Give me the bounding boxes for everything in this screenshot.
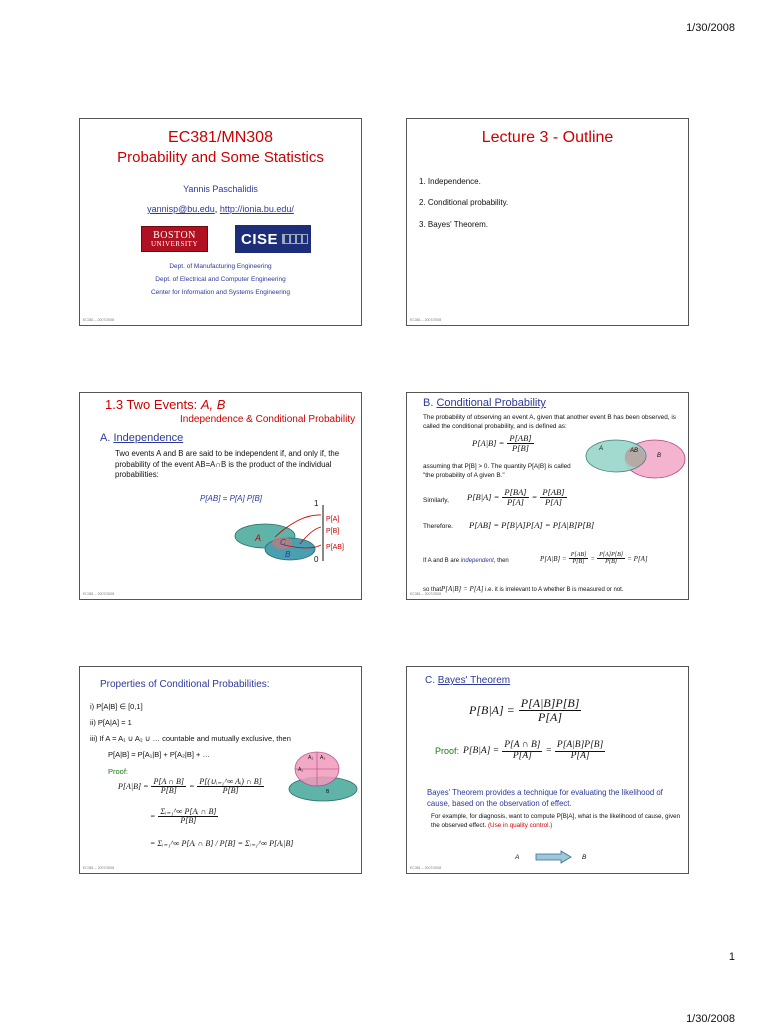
def-den: P[B]	[511, 442, 529, 453]
slide3-subtitle: Independence & Conditional Probability	[180, 414, 356, 425]
bayes-example	[431, 812, 683, 830]
label-pa: P[A]	[326, 516, 340, 523]
url-link[interactable]: http://ionia.bu.edu/	[219, 204, 294, 214]
cise-logo-graphic	[282, 234, 308, 244]
ind-fraction-2	[597, 552, 625, 566]
property-1: i) P[A|B] ∈ [0,1]	[90, 702, 143, 711]
cause-effect-arrow-icon	[535, 850, 573, 864]
bayes-proof	[435, 741, 605, 762]
slide-title	[79, 118, 362, 326]
cise-logo	[235, 225, 311, 253]
proof-num-2: P[A|B]P[B]	[556, 740, 604, 750]
indep-prefix: If A and B are	[423, 558, 461, 564]
conditional-venn	[583, 435, 689, 483]
ind-rhs: = P[A]	[627, 554, 648, 563]
venn-label-a1: A₁	[298, 767, 304, 773]
conditional-definition	[472, 434, 534, 453]
bu-logo-line1: BOSTON	[153, 229, 196, 241]
section-letter: C.	[425, 675, 438, 686]
ind-num-1: P[AB]	[570, 552, 587, 558]
slide-conditional-probability	[406, 392, 689, 600]
eq1-fraction-2	[197, 778, 263, 796]
eq1-lhs: P[A|B] =	[118, 782, 149, 792]
def-fraction	[507, 434, 533, 453]
slide-footer: EC381 – 2007/2008	[83, 866, 115, 870]
section-bayes: Bayes' Theorem	[437, 675, 511, 686]
outline-title: Lecture 3 - Outline	[481, 129, 614, 146]
bayes-description: Bayes' Theorem provides a technique for evaluating the likelihood of cause, based on the observation of effect.	[427, 788, 663, 808]
sim-fraction-2	[540, 488, 566, 507]
section-letter: A.	[100, 432, 114, 444]
sim-fraction-1	[502, 488, 528, 507]
course-title: Probability and Some Statistics	[117, 149, 324, 166]
ind-lhs: P[A|B] =	[540, 554, 567, 563]
sim-den-2: P[A]	[544, 496, 562, 507]
section-independence: Independence	[113, 432, 184, 444]
sothat-suffix: i.e. it is irrelevant to A whether B is measured or not.	[483, 587, 624, 593]
proof-label: Proof:	[435, 746, 460, 757]
sothat-eq: P[A|B] = P[A]	[441, 585, 484, 593]
proof-line-3: = Σᵢ₌₁^∞ P[Aᵢ ∩ B] / P[B] = Σᵢ₌₁^∞ P[Aᵢ|B]	[150, 839, 294, 848]
proof-den-1: P[A]	[512, 750, 532, 761]
proof-den-2: P[A]	[570, 750, 590, 761]
venn-label-a3: A₃	[320, 755, 326, 761]
therefore-label: Therefore.	[423, 523, 453, 530]
property-3-result: P[A|B] = P[A₁|B] + P[A₂|B] + …	[108, 750, 210, 759]
independent-clause	[423, 558, 509, 564]
ind-den-2: P[B]	[605, 559, 618, 566]
properties-title: Properties of Conditional Probabilities:	[100, 679, 270, 690]
sim-num-1: P[BA]	[504, 487, 527, 497]
arrow-label-a: A	[515, 854, 520, 861]
sim-num-2: P[AB]	[542, 487, 565, 497]
slide-bayes	[406, 666, 689, 874]
proof-lhs: P[B|A] =	[463, 746, 500, 757]
venn-label-a: A	[255, 533, 262, 543]
slide-footer: EC381 – 2007/2008	[410, 592, 442, 596]
dept-cise: Center for Information and Systems Engineering	[150, 289, 291, 296]
cise-logo-text: CISE	[241, 230, 279, 248]
course-code: EC381/MN308	[168, 129, 273, 146]
sim-lhs: P[B|A] =	[467, 492, 500, 503]
sothat-prefix: so that	[423, 587, 442, 593]
eq2-den: P[B]	[180, 816, 197, 826]
venn-label-a2: A₂	[308, 755, 314, 761]
bayes-lhs: P[B|A] =	[469, 702, 515, 717]
so-that-line	[423, 585, 624, 593]
proof-label: Proof:	[108, 767, 129, 776]
slide3-title	[105, 397, 225, 412]
bayes-den: P[A]	[538, 709, 563, 724]
ind-fraction-1	[569, 552, 589, 566]
outline-item-2: 2. Conditional probability.	[419, 198, 509, 207]
property-2: ii) P[A|A] = 1	[90, 718, 132, 727]
eq1-num: P[A ∩ B]	[153, 777, 185, 786]
proof-fraction-1	[502, 741, 542, 762]
slide-footer: EC381 – 2007/2008	[83, 318, 115, 322]
proof-num-1: P[A ∩ B]	[504, 740, 541, 750]
author-name: Yannis Paschalidis	[183, 184, 258, 194]
similarly-label: Similarly,	[423, 497, 449, 504]
email-link[interactable]: yannisp@bu.edu	[147, 204, 215, 214]
independence-definition: Two events A and B are said to be independent if, and only if, the probability of the event AB=A∩B is the product of the individual probabilities:	[115, 449, 340, 480]
venn-label-c: C	[280, 538, 286, 547]
ind-num-2: P[A]P[B]	[599, 552, 624, 558]
outline-item-3: 3. Bayes' Theorem.	[419, 220, 488, 229]
independence-formula: P[AB] = P[A] P[B]	[200, 494, 263, 503]
label-pab: P[AB]	[326, 544, 344, 551]
example-text: For example, for diagnosis, want to compute P[B|A], what is the likelihood of cause, given the observed effect.	[431, 813, 681, 830]
venn-label-b: B	[285, 550, 291, 559]
def-num: P[AB]	[509, 433, 532, 443]
sim-den-1: P[A]	[506, 496, 524, 507]
section-letter: B.	[423, 397, 437, 409]
header-date: 1/30/2008	[686, 22, 735, 34]
eq1-fraction-1	[151, 778, 186, 796]
eq1-den: P[B]	[160, 786, 177, 796]
arrow-label-b: B	[582, 854, 587, 861]
sim-equals: =	[531, 492, 538, 503]
eq2-num: Σᵢ₌₁^∞ P[Aᵢ ∩ B]	[160, 807, 217, 816]
venn-label-a: A	[599, 446, 604, 452]
slide-footer: EC381 – 2007/2008	[410, 866, 442, 870]
axis-bottom-label: 0	[314, 555, 319, 564]
contact-line	[80, 204, 361, 214]
bayes-formula	[469, 697, 581, 723]
slide-independence	[79, 392, 362, 600]
venn-label-b: B	[326, 789, 330, 795]
therefore-equation: P[AB] = P[B|A]P[A] = P[A|B]P[B]	[469, 520, 595, 530]
property-3: iii) If A = A₁ ∪ A₂ ∪ … countable and mutually exclusive, then	[90, 734, 291, 743]
conditional-assumption: assuming that P[B] > 0. The quantity P[A|B] is called "the probability of A given B."	[423, 463, 571, 479]
slide4-title	[423, 397, 546, 409]
slide-outline	[406, 118, 689, 326]
bayes-num: P[A|B]P[B]	[520, 696, 580, 710]
venn-label-ab: AB	[630, 448, 639, 454]
slide6-title	[425, 675, 510, 686]
dept-manufacturing: Dept. of Manufacturing Engineering	[169, 263, 272, 270]
example-quality-control: (Use in quality control.)	[487, 822, 553, 830]
def-lhs: P[A|B] =	[472, 438, 505, 449]
indep-suffix: , then	[493, 558, 509, 564]
bu-logo-line2: UNIVERSITY	[151, 239, 198, 248]
axis-top-label: 1	[314, 499, 319, 508]
proof-fraction-2	[555, 741, 605, 762]
section-conditional: Conditional Probability	[436, 397, 546, 409]
outline-item-1: 1. Independence.	[419, 177, 481, 186]
ind-den-1: P[B]	[572, 559, 585, 566]
contact-separator: ,	[214, 204, 220, 214]
proof-line-1: P[A|B] = $\frac{P[A \cap B]}{P[B]}$ = $\frac{\text{P[(∪ᵢ₌₁\textasciicircum{}∞ Aᵢ) ∩ B]}}{P[B]}$	[118, 777, 262, 796]
proof-line-2: = $\frac{\text{Σᵢ₌₁\textasciicircum{}∞ P[Aᵢ ∩ B]}}{P[B]}$	[150, 807, 217, 826]
venn-label-b: B	[657, 453, 662, 459]
indep-word: independent	[460, 558, 494, 564]
next-page-date: 1/30/2008	[686, 1013, 735, 1024]
proof-equation: P[B|A] = $\frac{P[A \cap B]}{P[A]}$ = $\frac{P[A|B]P[B]}{P[A]}$	[463, 740, 604, 761]
boston-university-logo	[141, 226, 208, 252]
bayes-fraction	[519, 697, 582, 723]
label-pb: P[B]	[326, 528, 340, 535]
slide3-section	[100, 432, 183, 444]
eq1-num-2: P[(∪ᵢ₌₁^∞ Aᵢ) ∩ B]	[199, 777, 262, 786]
dept-ece: Dept. of Electrical and Computer Engineering	[155, 276, 286, 283]
page-number: 1	[728, 951, 735, 963]
similarly-equation	[467, 488, 567, 507]
slide-footer: EC381 – 2007/2008	[83, 592, 115, 596]
eq2-fraction	[158, 808, 218, 826]
slide-footer: EC381 – 2007/2008	[410, 318, 442, 322]
slide3-title-vars: A, B	[200, 397, 226, 412]
conditional-intro: The probability of observing an event A, given that another event B has been observed, is called the conditional probability, and is defined as:	[423, 414, 676, 430]
slide3-title-prefix: 1.3 Two Events:	[105, 397, 201, 412]
independent-equation: P[A|B] = $\frac{P[AB]}{P[B]}$ = $\frac{P[A]P[B]}{P[B]}$ = P[A]	[540, 552, 648, 566]
slide-properties	[79, 666, 362, 874]
eq1-den-2: P[B]	[222, 786, 239, 796]
